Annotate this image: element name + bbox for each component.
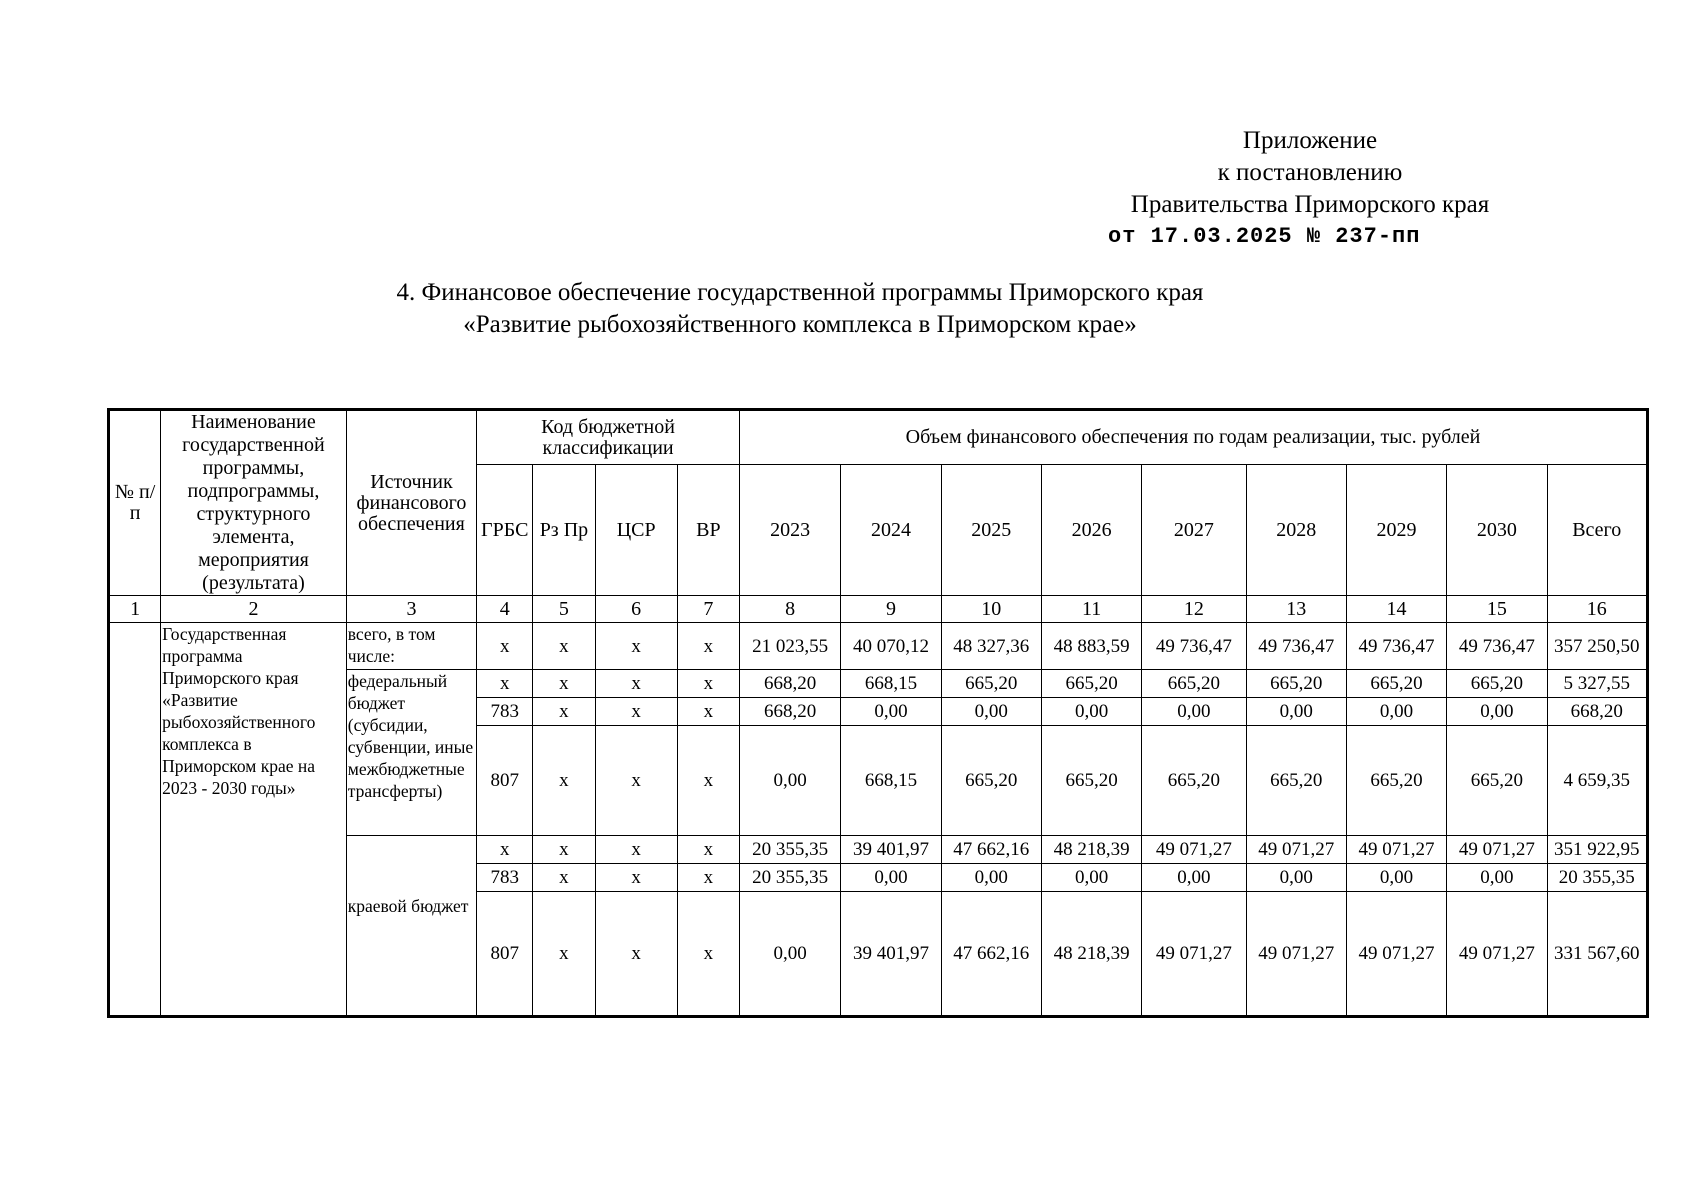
grbs-cell: х xyxy=(477,670,533,698)
appendix-line-2: к постановлению xyxy=(1217,159,1403,186)
value-cell: 20 355,35 xyxy=(739,836,840,864)
column-number: 5 xyxy=(533,596,595,623)
value-cell: 665,20 xyxy=(941,726,1041,836)
value-cell: 0,00 xyxy=(1246,698,1346,726)
value-cell: 0,00 xyxy=(841,698,941,726)
value-cell: 47 662,16 xyxy=(941,836,1041,864)
title-line-1: 4. Финансовое обеспечение государственной программы Приморского края xyxy=(396,279,1204,306)
column-number: 12 xyxy=(1142,596,1246,623)
title-line-2: «Развитие рыбохозяйственного комплекса в Приморском крае» xyxy=(463,311,1137,338)
value-cell: 0,00 xyxy=(1041,864,1141,892)
value-cell: 47 662,16 xyxy=(941,892,1041,1017)
grbs-cell: 783 xyxy=(477,864,533,892)
vr-cell: х xyxy=(677,670,739,698)
value-cell: 49 071,27 xyxy=(1246,892,1346,1017)
csr-cell: х xyxy=(595,623,677,670)
csr-cell: х xyxy=(595,836,677,864)
source-regional: краевой бюджет xyxy=(346,836,476,1017)
value-cell: 20 355,35 xyxy=(739,864,840,892)
column-number: 6 xyxy=(595,596,677,623)
header-no: № п/п xyxy=(109,410,161,596)
csr-cell: х xyxy=(595,892,677,1017)
value-cell: 40 070,12 xyxy=(841,623,941,670)
column-number-row xyxy=(109,596,1648,623)
header-volume-group: Объем финансового обеспечения по годам реализации, тыс. рублей xyxy=(739,410,1647,465)
value-cell: 0,00 xyxy=(1142,698,1246,726)
value-cell: 665,20 xyxy=(1041,726,1141,836)
grbs-cell: 807 xyxy=(477,892,533,1017)
column-number: 3 xyxy=(346,596,476,623)
value-cell: 49 071,27 xyxy=(1447,836,1547,864)
value-cell: 357 250,50 xyxy=(1547,623,1648,670)
header-year: 2026 xyxy=(1041,465,1141,596)
column-number: 14 xyxy=(1346,596,1446,623)
column-number: 10 xyxy=(941,596,1041,623)
column-number: 9 xyxy=(841,596,941,623)
header-name: Наименование государственной программы, подпрограммы, структурного элемента, мероприятия (результата) xyxy=(161,410,347,596)
value-cell: 5 327,55 xyxy=(1547,670,1648,698)
value-cell: 665,20 xyxy=(1246,670,1346,698)
value-cell: 39 401,97 xyxy=(841,892,941,1017)
value-cell: 0,00 xyxy=(1346,698,1446,726)
value-cell: 665,20 xyxy=(1142,670,1246,698)
column-number: 8 xyxy=(739,596,840,623)
value-cell: 0,00 xyxy=(841,864,941,892)
rzpr-cell: х xyxy=(533,698,595,726)
decree-number: от 17.03.2025 № 237-пп xyxy=(1108,224,1421,249)
value-cell: 49 736,47 xyxy=(1447,623,1547,670)
value-cell: 20 355,35 xyxy=(1547,864,1648,892)
value-cell: 49 736,47 xyxy=(1246,623,1346,670)
value-cell: 0,00 xyxy=(1447,864,1547,892)
value-cell: 668,15 xyxy=(841,670,941,698)
value-cell: 49 071,27 xyxy=(1346,836,1446,864)
value-cell: 665,20 xyxy=(1142,726,1246,836)
value-cell: 668,15 xyxy=(841,726,941,836)
value-cell: 665,20 xyxy=(1447,670,1547,698)
rzpr-cell: х xyxy=(533,836,595,864)
grbs-cell: х xyxy=(477,836,533,864)
financing-table xyxy=(107,408,1649,1018)
value-cell: 665,20 xyxy=(1346,670,1446,698)
appendix-line-1: Приложение xyxy=(1242,127,1378,154)
value-cell: 49 071,27 xyxy=(1447,892,1547,1017)
value-cell: 668,20 xyxy=(1547,698,1648,726)
column-number: 13 xyxy=(1246,596,1346,623)
value-cell: 351 922,95 xyxy=(1547,836,1648,864)
column-number: 2 xyxy=(161,596,347,623)
grbs-cell: 783 xyxy=(477,698,533,726)
value-cell: 0,00 xyxy=(941,698,1041,726)
source-federal: федеральный бюджет (субсидии, субвенции, иные межбюджетные трансферты) xyxy=(346,670,476,836)
vr-cell: х xyxy=(677,726,739,836)
value-cell: 0,00 xyxy=(1346,864,1446,892)
column-number: 11 xyxy=(1041,596,1141,623)
vr-cell: х xyxy=(677,623,739,670)
value-cell: 665,20 xyxy=(1041,670,1141,698)
header-year: 2029 xyxy=(1346,465,1446,596)
value-cell: 331 567,60 xyxy=(1547,892,1648,1017)
vr-cell: х xyxy=(677,864,739,892)
header-rzpr: Рз Пр xyxy=(533,465,595,596)
row-number-cell xyxy=(109,623,161,1017)
appendix-header xyxy=(1060,125,1560,253)
value-cell: 665,20 xyxy=(941,670,1041,698)
value-cell: 668,20 xyxy=(739,670,840,698)
value-cell: 49 736,47 xyxy=(1346,623,1446,670)
vr-cell: х xyxy=(677,892,739,1017)
header-vr: ВР xyxy=(677,465,739,596)
header-code-group: Код бюджетной классификации xyxy=(477,410,740,465)
document-title xyxy=(300,277,1300,341)
value-cell: 665,20 xyxy=(1246,726,1346,836)
column-number: 1 xyxy=(109,596,161,623)
appendix-line-3: Правительства Приморского края xyxy=(1130,191,1490,218)
rzpr-cell: х xyxy=(533,623,595,670)
header-csr: ЦСР xyxy=(595,465,677,596)
value-cell: 49 071,27 xyxy=(1142,892,1246,1017)
rzpr-cell: х xyxy=(533,726,595,836)
header-year: 2027 xyxy=(1142,465,1246,596)
table-row xyxy=(109,623,1648,670)
value-cell: 21 023,55 xyxy=(739,623,840,670)
column-number: 4 xyxy=(477,596,533,623)
rzpr-cell: х xyxy=(533,892,595,1017)
header-total: Всего xyxy=(1547,465,1648,596)
value-cell: 0,00 xyxy=(941,864,1041,892)
column-number: 15 xyxy=(1447,596,1547,623)
column-number: 16 xyxy=(1547,596,1648,623)
vr-cell: х xyxy=(677,698,739,726)
value-cell: 665,20 xyxy=(1346,726,1446,836)
header-year: 2028 xyxy=(1246,465,1346,596)
csr-cell: х xyxy=(595,726,677,836)
vr-cell: х xyxy=(677,836,739,864)
rzpr-cell: х xyxy=(533,864,595,892)
csr-cell: х xyxy=(595,670,677,698)
grbs-cell: х xyxy=(477,623,533,670)
grbs-cell: 807 xyxy=(477,726,533,836)
header-source: Источник финансового обеспечения xyxy=(346,410,476,596)
header-year: 2024 xyxy=(841,465,941,596)
csr-cell: х xyxy=(595,864,677,892)
value-cell: 665,20 xyxy=(1447,726,1547,836)
header-year: 2023 xyxy=(739,465,840,596)
value-cell: 48 327,36 xyxy=(941,623,1041,670)
value-cell: 0,00 xyxy=(739,892,840,1017)
value-cell: 0,00 xyxy=(1142,864,1246,892)
value-cell: 48 218,39 xyxy=(1041,836,1141,864)
value-cell: 4 659,35 xyxy=(1547,726,1648,836)
header-year: 2030 xyxy=(1447,465,1547,596)
header-grbs: ГРБС xyxy=(477,465,533,596)
value-cell: 0,00 xyxy=(1041,698,1141,726)
program-name: Государственная программа Приморского края «Развитие рыбохозяйственного комплекса в Приморском крае на 2023 - 2030 годы» xyxy=(161,623,347,1017)
source-total: всего, в том числе: xyxy=(346,623,476,670)
value-cell: 668,20 xyxy=(739,698,840,726)
value-cell: 0,00 xyxy=(1447,698,1547,726)
value-cell: 39 401,97 xyxy=(841,836,941,864)
header-year: 2025 xyxy=(941,465,1041,596)
value-cell: 49 736,47 xyxy=(1142,623,1246,670)
rzpr-cell: х xyxy=(533,670,595,698)
value-cell: 48 883,59 xyxy=(1041,623,1141,670)
value-cell: 48 218,39 xyxy=(1041,892,1141,1017)
value-cell: 0,00 xyxy=(1246,864,1346,892)
value-cell: 49 071,27 xyxy=(1346,892,1446,1017)
column-number: 7 xyxy=(677,596,739,623)
value-cell: 49 071,27 xyxy=(1246,836,1346,864)
value-cell: 49 071,27 xyxy=(1142,836,1246,864)
csr-cell: х xyxy=(595,698,677,726)
value-cell: 0,00 xyxy=(739,726,840,836)
